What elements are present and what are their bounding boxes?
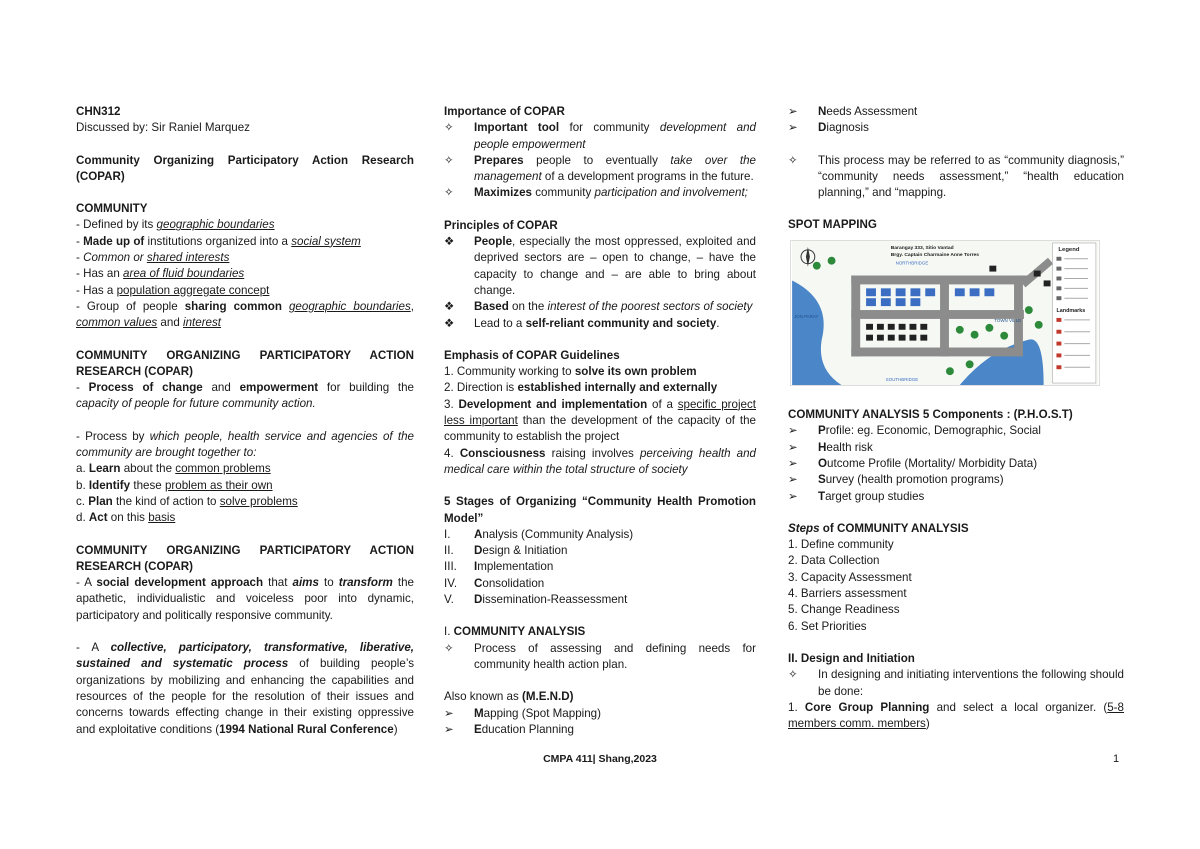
arrow-icon: ➢ xyxy=(788,105,798,118)
step-item: 4. Barriers assessment xyxy=(788,587,907,601)
course-code: CHN312 xyxy=(76,105,121,118)
abcd-item: a. Learn about the common problems xyxy=(76,462,271,476)
phost-item: ➢ Target group studies xyxy=(788,489,1124,505)
arrow-icon: ➢ xyxy=(444,722,454,736)
emphasis-item: 3. Development and implementation of a specific project less important than the development of the capacity of the community to establish the project xyxy=(444,397,756,444)
diamond-outline-icon: ✧ xyxy=(444,121,454,135)
importance-item: ✧ Important tool for community development and people empowerment xyxy=(444,120,756,153)
arrow-icon: ➢ xyxy=(444,706,454,720)
discussed-by: Discussed by: Sir Raniel Marquez xyxy=(76,121,250,135)
diamond-outline-icon: ✧ xyxy=(444,186,454,200)
community-analysis-heading: I. COMMUNITY ANALYSIS xyxy=(444,625,586,639)
map-legend: Legend xyxy=(1058,246,1080,253)
principle-item: ❖ Based on the interest of the poorest sectors of society xyxy=(444,299,756,315)
arrow-icon: ➢ xyxy=(788,440,798,454)
copar-heading-2: COMMUNITY ORGANIZING PARTICIPATORY ACTION RESEARCH (COPAR) xyxy=(76,543,414,573)
community-item: - Has a population aggregate concept xyxy=(76,283,270,297)
design-item: ✧ In designing and initiating interventions the following should be done: xyxy=(788,667,1124,700)
process-by: - Process by which people, health service and agencies of the community are brought together to: xyxy=(76,429,414,460)
map-jon-paray: JON PARAY xyxy=(794,313,819,319)
emphasis-item: 4. Consciousness raising involves perceiving health and medical care within the total structure of society xyxy=(444,446,756,476)
design-heading: II. Design and Initiation xyxy=(788,651,915,665)
mend-item: ➢ Diagnosis xyxy=(788,120,1124,136)
phost-item: ➢ Survey (health promotion programs) xyxy=(788,472,1124,488)
diamond-bold-icon: ❖ xyxy=(444,300,455,314)
step-item: 1. Define community xyxy=(788,538,894,552)
principle-item: ❖ People, especially the most oppressed, exploited and deprived sectors are – open to change, – have the capacity to change and – are able to bring about change. xyxy=(444,234,756,299)
community-item: - Defined by its geographic boundaries xyxy=(76,218,275,232)
also-known-as: Also known as (M.E.N.D) xyxy=(444,690,574,704)
phost-item: ➢ Profile: eg. Economic, Demographic, Social xyxy=(788,423,1124,439)
column-1 xyxy=(76,104,414,738)
emphasis-heading: Emphasis of COPAR Guidelines xyxy=(444,348,620,362)
arrow-icon: ➢ xyxy=(788,489,798,503)
importance-item: ✧ Prepares people to eventually take over the management of a development programs in the future. xyxy=(444,153,756,186)
map-title-1: Barangay 333, Sitio Vantad xyxy=(890,245,954,251)
mend-item: ➢ Needs Assessment xyxy=(788,104,1124,120)
phost-heading: COMMUNITY ANALYSIS 5 Components : (P.H.O.S.T) xyxy=(788,408,1073,422)
community-analysis-item: ✧ Process of assessing and defining needs for community health action plan. xyxy=(444,641,756,674)
abcd-item: c. Plan the kind of action to solve problems xyxy=(76,494,298,508)
importance-item: ✧ Maximizes community participation and involvement; xyxy=(444,185,756,201)
stage-item: IV. Consolidation xyxy=(444,576,545,590)
map-southbridge: SOUTHBRIDGE xyxy=(885,376,919,382)
doc-title: Community Organizing Participatory Action Research (COPAR) xyxy=(76,153,414,183)
process-note: ✧ This process may be referred to as “community diagnosis,” “community needs assessment,” “health education planning,” and “mapping. xyxy=(788,153,1124,202)
column-2 xyxy=(444,104,756,738)
arrow-icon: ➢ xyxy=(788,121,798,135)
spot-mapping-heading: SPOT MAPPING xyxy=(788,218,877,232)
diamond-bold-icon: ❖ xyxy=(444,235,455,249)
step-item: 5. Change Readiness xyxy=(788,603,900,617)
phost-item: ➢ Outcome Profile (Mortality/ Morbidity Data) xyxy=(788,456,1124,472)
arrow-icon: ➢ xyxy=(788,456,798,470)
map-title-2: Brgy. Captain Charmaine Anne Torres xyxy=(890,252,980,258)
step-item: 2. Data Collection xyxy=(788,554,880,568)
emphasis-item: 2. Direction is established internally and externally xyxy=(444,381,718,395)
spot-map-image xyxy=(790,240,1100,386)
community-heading: COMMUNITY xyxy=(76,202,148,216)
page-number: 1 xyxy=(1113,753,1120,765)
copar-heading-1: COMMUNITY ORGANIZING PARTICIPATORY ACTION RESEARCH (COPAR) xyxy=(76,348,414,378)
steps-heading: Steps of COMMUNITY ANALYSIS xyxy=(788,521,969,535)
emphasis-item: 1. Community working to solve its own problem xyxy=(444,365,697,379)
arrow-icon: ➢ xyxy=(788,424,798,438)
mend-item: ➢ Mapping (Spot Mapping) xyxy=(444,706,756,722)
diamond-outline-icon: ✧ xyxy=(788,153,798,167)
column-3 xyxy=(788,104,1124,732)
map-northbridge: NORTHBRIDGE xyxy=(895,260,929,266)
abcd-item: d. Act on this basis xyxy=(76,511,176,525)
step-item: 3. Capacity Assessment xyxy=(788,570,912,584)
importance-heading: Importance of COPAR xyxy=(444,105,565,118)
diamond-outline-icon: ✧ xyxy=(444,641,454,655)
community-item: - Common or shared interests xyxy=(76,251,230,265)
community-item: - Made up of institutions organized into a social system xyxy=(76,234,361,248)
diamond-bold-icon: ❖ xyxy=(444,316,455,330)
stages-heading: 5 Stages of Organizing “Community Health Promotion Model” xyxy=(444,495,756,525)
principle-item: ❖ Lead to a self-reliant community and society. xyxy=(444,316,756,332)
mend-item: ➢ Education Planning xyxy=(444,722,756,738)
copar-definition-2: - A social development approach that aims to transform the apathetic, individualistic and voiceless poor into dynamic, participatory and politically responsive community. xyxy=(76,576,414,622)
arrow-icon: ➢ xyxy=(788,473,798,487)
phost-item: ➢ Health risk xyxy=(788,440,1124,456)
group-of-people-line: - Group of people sharing common geographic boundaries, common values and interest xyxy=(76,299,414,330)
stage-item: II. Design & Initiation xyxy=(444,544,568,558)
page-footer: CMPA 411| Shang,2023 xyxy=(543,753,657,765)
community-item: - Has an area of fluid boundaries xyxy=(76,267,245,281)
core-group-planning: 1. Core Group Planning and select a local organizer. (5-8 members comm. members) xyxy=(788,700,1124,731)
copar-definition-3: - A collective, participatory, transformative, liberative, sustained and systematic process of building people’s organizations by mobilizing and enhancing the capabilities and resources of the people for the resolution of their issues and concerns towards effecting change in their existing oppressive and exploitative conditions (1994 National Rural Conference) xyxy=(76,641,414,736)
principles-heading: Principles of COPAR xyxy=(444,218,558,232)
stage-item: V. Dissemination-Reassessment xyxy=(444,593,628,607)
step-item: 6. Set Priorities xyxy=(788,619,867,633)
map-landmarks: Landmarks xyxy=(1056,307,1086,314)
stage-item: I. Analysis (Community Analysis) xyxy=(444,527,634,541)
diamond-outline-icon: ✧ xyxy=(444,153,454,167)
abcd-item: b. Identify these problem as their own xyxy=(76,478,273,492)
diamond-outline-icon: ✧ xyxy=(788,668,798,682)
map-town-ville: TOWN VILLE xyxy=(994,317,1022,323)
stage-item: III. Implementation xyxy=(444,560,554,574)
copar-definition-1: - Process of change and empowerment for building the capacity of people for future community action. xyxy=(76,381,414,411)
